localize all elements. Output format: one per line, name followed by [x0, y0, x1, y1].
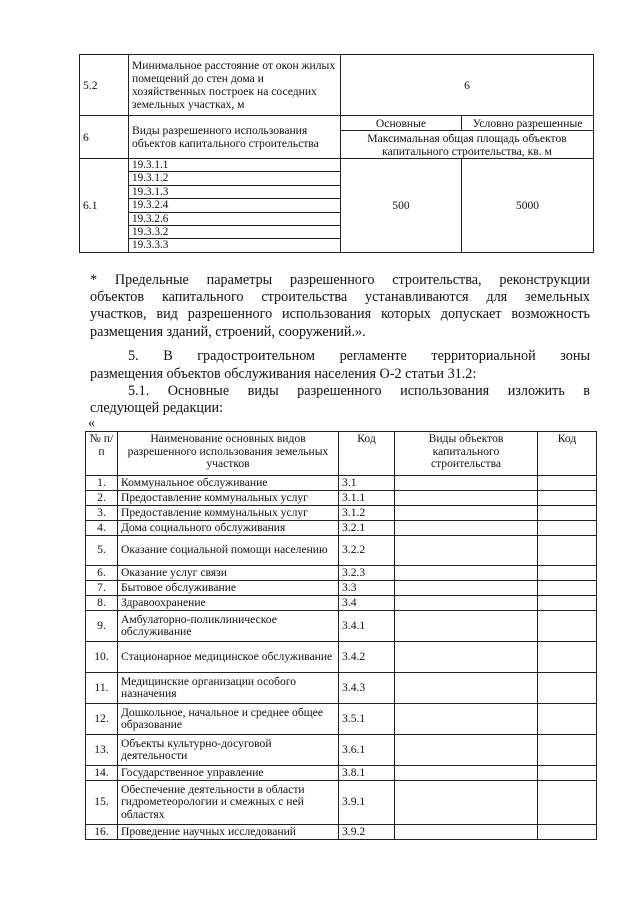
- row-code-2: [538, 596, 597, 611]
- row-code: 3.4: [339, 596, 395, 611]
- row-num: 5.: [86, 536, 118, 566]
- row-code-2: [538, 506, 597, 521]
- row-code-2: [538, 704, 597, 735]
- row-types: [395, 781, 538, 825]
- table-row: [86, 521, 597, 536]
- col-conditional-header: Условно разрешенные: [462, 116, 594, 131]
- row-code-2: [538, 781, 597, 825]
- row-name: Дошкольное, начальное и среднее общее образование: [118, 704, 339, 735]
- row-code-2: [538, 536, 597, 566]
- table-row: [86, 825, 597, 840]
- row-name: Проведение научных исследований: [118, 825, 339, 840]
- row-code-2: [538, 766, 597, 781]
- row-types: [395, 766, 538, 781]
- row-types: [395, 536, 538, 566]
- header-code: Код: [339, 432, 395, 476]
- row-num: 9.: [86, 611, 118, 642]
- row-name: Государственное управление: [118, 766, 339, 781]
- row-code-2: [538, 673, 597, 704]
- row-types: [395, 476, 538, 491]
- row-num: 6.: [86, 566, 118, 581]
- row-num: 14.: [86, 766, 118, 781]
- row-code: 3.3: [339, 581, 395, 596]
- row-code: 3.4.1: [339, 611, 395, 642]
- row-num: 13.: [86, 735, 118, 766]
- row-types: [395, 491, 538, 506]
- row-name: Предоставление коммунальных услуг: [118, 491, 339, 506]
- footnote-line-4: размещения зданий, строений, сооружений.».: [90, 324, 366, 340]
- footnote-text-1: Предельные параметры разрешенного строительства, реконструкции: [114, 272, 590, 288]
- row-name: Обеспечение деятельности в области гидрометеорологии и смежных с ней областях: [118, 781, 339, 825]
- row-code-2: [538, 642, 597, 673]
- row-num: 7.: [86, 581, 118, 596]
- row-code: 3.2.2: [339, 536, 395, 566]
- row-num: 15.: [86, 781, 118, 825]
- code-item: 19.3.2.4: [129, 199, 340, 212]
- row-6-1-value-main: 500: [341, 159, 462, 253]
- row-code-2: [538, 825, 597, 840]
- parameters-table: [79, 54, 594, 253]
- header-num: № п/п: [86, 432, 118, 476]
- paragraph-5-1-line-2: следующей редакции:: [90, 400, 224, 416]
- row-types: [395, 581, 538, 596]
- row-num: 8.: [86, 596, 118, 611]
- row-6-description: Виды разрешенного использования объектов капитального строительства: [129, 116, 341, 159]
- row-types: [395, 704, 538, 735]
- col-main-header: Основные: [341, 116, 462, 131]
- row-num: 4.: [86, 521, 118, 536]
- row-types: [395, 611, 538, 642]
- open-quote: «: [88, 415, 96, 431]
- row-code: 3.5.1: [339, 704, 395, 735]
- code-item: 19.3.1.1: [129, 159, 340, 172]
- row-num: 2.: [86, 491, 118, 506]
- row-6-1-codes: [129, 159, 341, 253]
- row-num: 16.: [86, 825, 118, 840]
- row-name: Оказание социальной помощи населению: [118, 536, 339, 566]
- row-name: Бытовое обслуживание: [118, 581, 339, 596]
- row-code: 3.1.1: [339, 491, 395, 506]
- row-code: 3.1.2: [339, 506, 395, 521]
- row-name: Стационарное медицинское обслуживание: [118, 642, 339, 673]
- row-name: Предоставление коммунальных услуг: [118, 506, 339, 521]
- row-types: [395, 735, 538, 766]
- header-code-2: Код: [538, 432, 597, 476]
- row-code-2: [538, 611, 597, 642]
- paragraph-5-1-line-1: 5.1. Основные виды разрешенного использования изложить в: [128, 383, 590, 399]
- row-code: 3.4.2: [339, 642, 395, 673]
- row-6-1-num: 6.1: [80, 159, 129, 253]
- row-name: Медицинские организации особого назначения: [118, 673, 339, 704]
- table-row: [86, 566, 597, 581]
- table-row: [86, 642, 597, 673]
- table-row: [86, 506, 597, 521]
- row-code: 3.6.1: [339, 735, 395, 766]
- row-code: 3.9.2: [339, 825, 395, 840]
- header-name: Наименование основных видов разрешенного использования земельных участков: [118, 432, 339, 476]
- row-types: [395, 506, 538, 521]
- row-name: Коммунальное обслуживание: [118, 476, 339, 491]
- row-code: 3.8.1: [339, 766, 395, 781]
- row-5-2-value: 6: [341, 55, 594, 116]
- row-code-2: [538, 735, 597, 766]
- code-item: 19.3.1.3: [129, 186, 340, 199]
- row-num: 3.: [86, 506, 118, 521]
- paragraph-5-line-1: 5. В градостроительном регламенте территориальной зоны: [128, 348, 590, 364]
- code-item: 19.3.3.2: [129, 226, 340, 239]
- row-code: 3.2.1: [339, 521, 395, 536]
- row-name: Объекты культурно-досуговой деятельности: [118, 735, 339, 766]
- row-types: [395, 642, 538, 673]
- row-6-num: 6: [80, 116, 129, 159]
- row-num: 12.: [86, 704, 118, 735]
- row-types: [395, 596, 538, 611]
- table-row: [86, 766, 597, 781]
- row-num: 10.: [86, 642, 118, 673]
- row-code-2: [538, 521, 597, 536]
- footnote-line-3: участков, вид разрешенного использования которых допускает возможность: [90, 306, 590, 322]
- row-code: 3.9.1: [339, 781, 395, 825]
- row-code-2: [538, 566, 597, 581]
- row-6-1-value-conditional: 5000: [462, 159, 594, 253]
- row-code-2: [538, 491, 597, 506]
- table-row: [86, 596, 597, 611]
- table-row: [86, 781, 597, 825]
- row-code: 3.1: [339, 476, 395, 491]
- row-types: [395, 521, 538, 536]
- row-code-2: [538, 581, 597, 596]
- table-row: [86, 611, 597, 642]
- table-row: [86, 704, 597, 735]
- footnote-line-1: [90, 272, 590, 288]
- code-item: 19.3.2.6: [129, 213, 340, 226]
- table-row: [86, 581, 597, 596]
- permitted-uses-table: [85, 431, 597, 840]
- code-item: 19.3.3.3: [132, 239, 169, 252]
- row-types: [395, 825, 538, 840]
- row-code-2: [538, 476, 597, 491]
- footnote-line-2: объектов капитального строительства устанавливаются для земельных: [90, 289, 590, 305]
- table-row: [86, 491, 597, 506]
- footnote-asterisk: *: [90, 272, 98, 288]
- table-row: [86, 735, 597, 766]
- max-area-label: Максимальная общая площадь объектов капитального строительства, кв. м: [341, 131, 594, 159]
- row-code: 3.2.3: [339, 566, 395, 581]
- row-name: Амбулаторно-поликлиническое обслуживание: [118, 611, 339, 642]
- row-types: [395, 673, 538, 704]
- row-num: 11.: [86, 673, 118, 704]
- row-types: [395, 566, 538, 581]
- table-row: [86, 536, 597, 566]
- table-row: [86, 476, 597, 491]
- row-5-2-num: 5.2: [80, 55, 129, 116]
- paragraph-5-line-2: размещения объектов обслуживания населения О-2 статьи 31.2:: [90, 366, 477, 382]
- row-name: Дома социального обслуживания: [118, 521, 339, 536]
- row-name: Здравоохранение: [118, 596, 339, 611]
- code-item: 19.3.1.2: [129, 172, 340, 185]
- row-code: 3.4.3: [339, 673, 395, 704]
- row-num: 1.: [86, 476, 118, 491]
- row-name: Оказание услуг связи: [118, 566, 339, 581]
- table-row: [86, 673, 597, 704]
- header-types: Виды объектов капитального строительства: [395, 432, 538, 476]
- row-5-2-description: Минимальное расстояние от окон жилых помещений до стен дома и хозяйственных построек на соседних земельных участках, м: [129, 55, 341, 116]
